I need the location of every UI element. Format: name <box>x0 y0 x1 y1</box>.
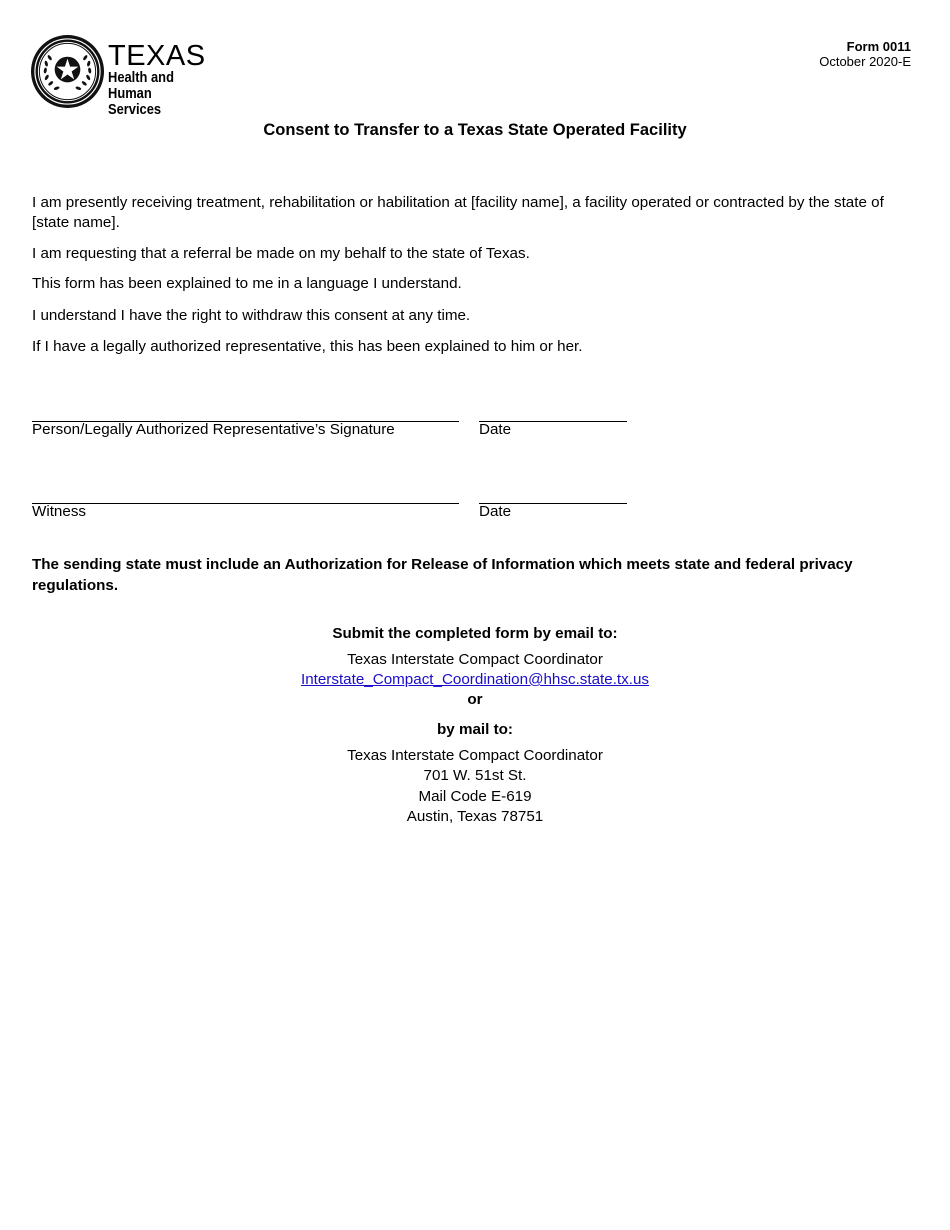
form-date: October 2020-E <box>819 54 911 69</box>
paragraph-treatment: I am presently receiving treatment, rehabilitation or habilitation at [facility name], a facility operated or contracted by the state of [state name]. <box>32 194 884 231</box>
paragraph-withdraw: I understand I have the right to withdraw this consent at any time. <box>32 307 471 324</box>
mail-recipient: Texas Interstate Compact Coordinator <box>347 747 603 764</box>
email-heading: Submit the completed form by email to: <box>332 625 618 642</box>
paragraph-explained: This form has been explained to me in a language I understand. <box>32 275 462 292</box>
form-number: Form 0011 <box>846 39 911 54</box>
paragraph-referral: I am requesting that a referral be made on my behalf to the state of Texas. <box>32 245 530 262</box>
address-line-2: Mail Code E-619 <box>418 788 532 805</box>
witness-label: Witness <box>32 503 87 520</box>
logo-line3: Services <box>108 101 162 118</box>
email-recipient: Texas Interstate Compact Coordinator <box>347 651 603 668</box>
mail-heading: by mail to: <box>437 721 513 738</box>
email-link[interactable]: Interstate_Compact_Coordination@hhsc.state.tx.us <box>300 671 650 688</box>
privacy-notice: The sending state must include an Authorization for Release of Information which meets state and federal privacy regulations. <box>32 556 853 594</box>
hhs-logo <box>30 34 230 118</box>
signature-date-label: Date <box>479 421 512 438</box>
texas-seal-icon <box>30 34 105 109</box>
address-line-1: 701 W. 51st St. <box>423 767 527 784</box>
email-link-row <box>0 670 950 691</box>
witness-date-label: Date <box>479 503 512 520</box>
logo-line2: Health and Human <box>108 69 174 102</box>
form-meta <box>819 39 911 69</box>
logo-texas: TEXAS <box>108 40 206 72</box>
paragraph-representative: If I have a legally authorized representative, this has been explained to him or her. <box>32 338 583 355</box>
page-title: Consent to Transfer to a Texas State Operated Facility <box>263 121 687 139</box>
witness-line[interactable] <box>32 503 459 504</box>
logo-wordmark <box>108 42 230 118</box>
signature-label: Person/Legally Authorized Representative’s Signature <box>32 421 395 438</box>
address-line-3: Austin, Texas 78751 <box>406 808 544 825</box>
or-label: or <box>467 691 483 708</box>
